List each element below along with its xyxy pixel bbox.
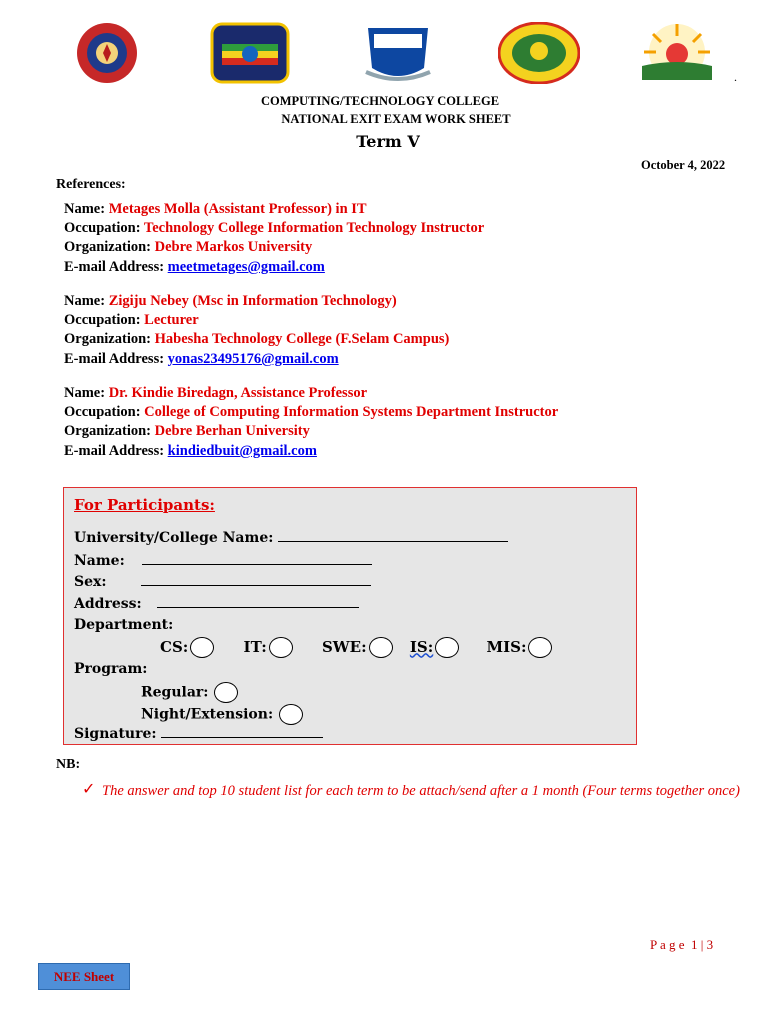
label-organization: Organization: — [64, 239, 151, 255]
reference-2-email — [64, 350, 339, 369]
department-cs — [160, 638, 214, 656]
reference-name-value: Dr. Kindie Biredagn, Assistance Professor — [108, 385, 368, 401]
reference-3-organization — [64, 422, 310, 441]
reference-occupation-value: Lecturer — [144, 312, 199, 328]
swe-label: SWE: — [321, 637, 367, 656]
department-label: Department: — [74, 617, 174, 633]
college-title: COMPUTING/TECHNOLOGY COLLEGE — [260, 94, 500, 108]
reference-3-email — [64, 442, 317, 461]
reference-occupation-value: Technology College Information Technology Instructor — [143, 220, 485, 236]
sex-row — [74, 573, 371, 590]
cs-label: CS: — [160, 637, 189, 656]
program-night — [141, 704, 303, 725]
reference-1-name — [64, 200, 367, 219]
signature-blank[interactable] — [161, 725, 323, 738]
document-date: October 4, 2022 — [641, 158, 726, 172]
name-blank[interactable] — [142, 552, 372, 565]
address-blank[interactable] — [157, 595, 359, 608]
reference-name-value: Zigiju Nebey (Msc in Information Technology) — [108, 293, 397, 309]
reference-2-name — [64, 292, 397, 311]
label-email: E-mail Address: — [64, 259, 165, 275]
reference-1-email-link[interactable]: meetmetages@gmail.com — [167, 259, 325, 275]
label-occupation: Occupation: — [64, 404, 141, 420]
signature-label: Signature: — [74, 726, 157, 742]
header-dot: . — [734, 70, 737, 84]
reference-name-value: Metages Molla (Assistant Professor) in IT — [108, 201, 367, 217]
university-label: University/College Name: — [74, 530, 274, 546]
sheet-title: NATIONAL EXIT EXAM WORK SHEET — [281, 112, 511, 126]
checkmark-icon: ✓ — [82, 779, 96, 798]
form-title: For Participants: — [74, 496, 215, 514]
sex-blank[interactable] — [141, 573, 371, 586]
label-occupation: Occupation: — [64, 312, 141, 328]
reference-occupation-value: College of Computing Information Systems Department Instructor — [144, 404, 559, 420]
name-row — [74, 552, 372, 569]
department-mis — [486, 638, 552, 656]
debre-birhan-university-logo-icon — [210, 22, 290, 84]
label-occupation: Occupation: — [64, 220, 141, 236]
signature-row — [74, 725, 323, 742]
wollo-university-logo-icon — [498, 22, 580, 84]
department-options — [160, 637, 552, 658]
label-name: Name: — [64, 385, 106, 401]
it-label: IT: — [243, 637, 267, 656]
university-blank[interactable] — [278, 529, 508, 542]
reference-2-organization — [64, 330, 449, 349]
reference-organization-value: Debre Berhan University — [154, 423, 310, 439]
address-row — [74, 595, 359, 612]
reference-organization-value: Debre Markos University — [154, 239, 313, 255]
label-name: Name: — [64, 293, 106, 309]
reference-1-organization — [64, 238, 312, 257]
is-radio[interactable] — [435, 637, 459, 658]
department-is — [410, 638, 459, 656]
debre-markos-university-logo-icon — [360, 22, 436, 84]
label-organization: Organization: — [64, 331, 151, 347]
term-title: Term V — [356, 132, 420, 151]
address-label: Address: — [74, 596, 142, 612]
night-label: Night/Extension: — [141, 706, 274, 723]
reference-1-email — [64, 258, 325, 277]
regular-radio[interactable] — [214, 682, 238, 703]
addis-ababa-university-logo-icon — [72, 22, 142, 84]
regular-label: Regular: — [141, 684, 209, 701]
reference-2-email-link[interactable]: yonas23495176@gmail.com — [167, 351, 339, 367]
nee-sheet-tab-button[interactable]: NEE Sheet — [38, 963, 130, 990]
nb-label: NB: — [56, 757, 81, 772]
page-number: P a g e 1 | 3 — [650, 937, 714, 952]
references-heading: References: — [56, 177, 126, 192]
reference-organization-value: Habesha Technology College (F.Selam Campus) — [154, 331, 450, 347]
label-email: E-mail Address: — [64, 443, 165, 459]
department-it — [244, 638, 293, 656]
reference-2-occupation — [64, 311, 199, 330]
university-row — [74, 529, 508, 546]
name-label: Name: — [74, 553, 125, 569]
mis-label: MIS: — [486, 637, 527, 656]
reference-3-occupation — [64, 403, 558, 422]
program-label: Program: — [74, 661, 148, 677]
label-organization: Organization: — [64, 423, 151, 439]
mis-radio[interactable] — [528, 637, 552, 658]
it-radio[interactable] — [269, 637, 293, 658]
reference-1-occupation — [64, 219, 484, 238]
participant-form — [63, 487, 637, 745]
sun-emblem-logo-icon — [636, 22, 718, 84]
cs-radio[interactable] — [190, 637, 214, 658]
swe-radio[interactable] — [369, 637, 393, 658]
night-radio[interactable] — [279, 704, 303, 725]
sex-label: Sex: — [74, 574, 107, 590]
is-label: IS: — [409, 637, 434, 656]
reference-3-email-link[interactable]: kindiedbuit@gmail.com — [167, 443, 317, 459]
label-name: Name: — [64, 201, 106, 217]
reference-3-name — [64, 384, 367, 403]
label-email: E-mail Address: — [64, 351, 165, 367]
nb-text: The answer and top 10 student list for each term to be attach/send after a 1 month (Four terms together once) — [102, 783, 740, 799]
program-regular — [141, 682, 238, 703]
department-swe — [322, 638, 393, 656]
